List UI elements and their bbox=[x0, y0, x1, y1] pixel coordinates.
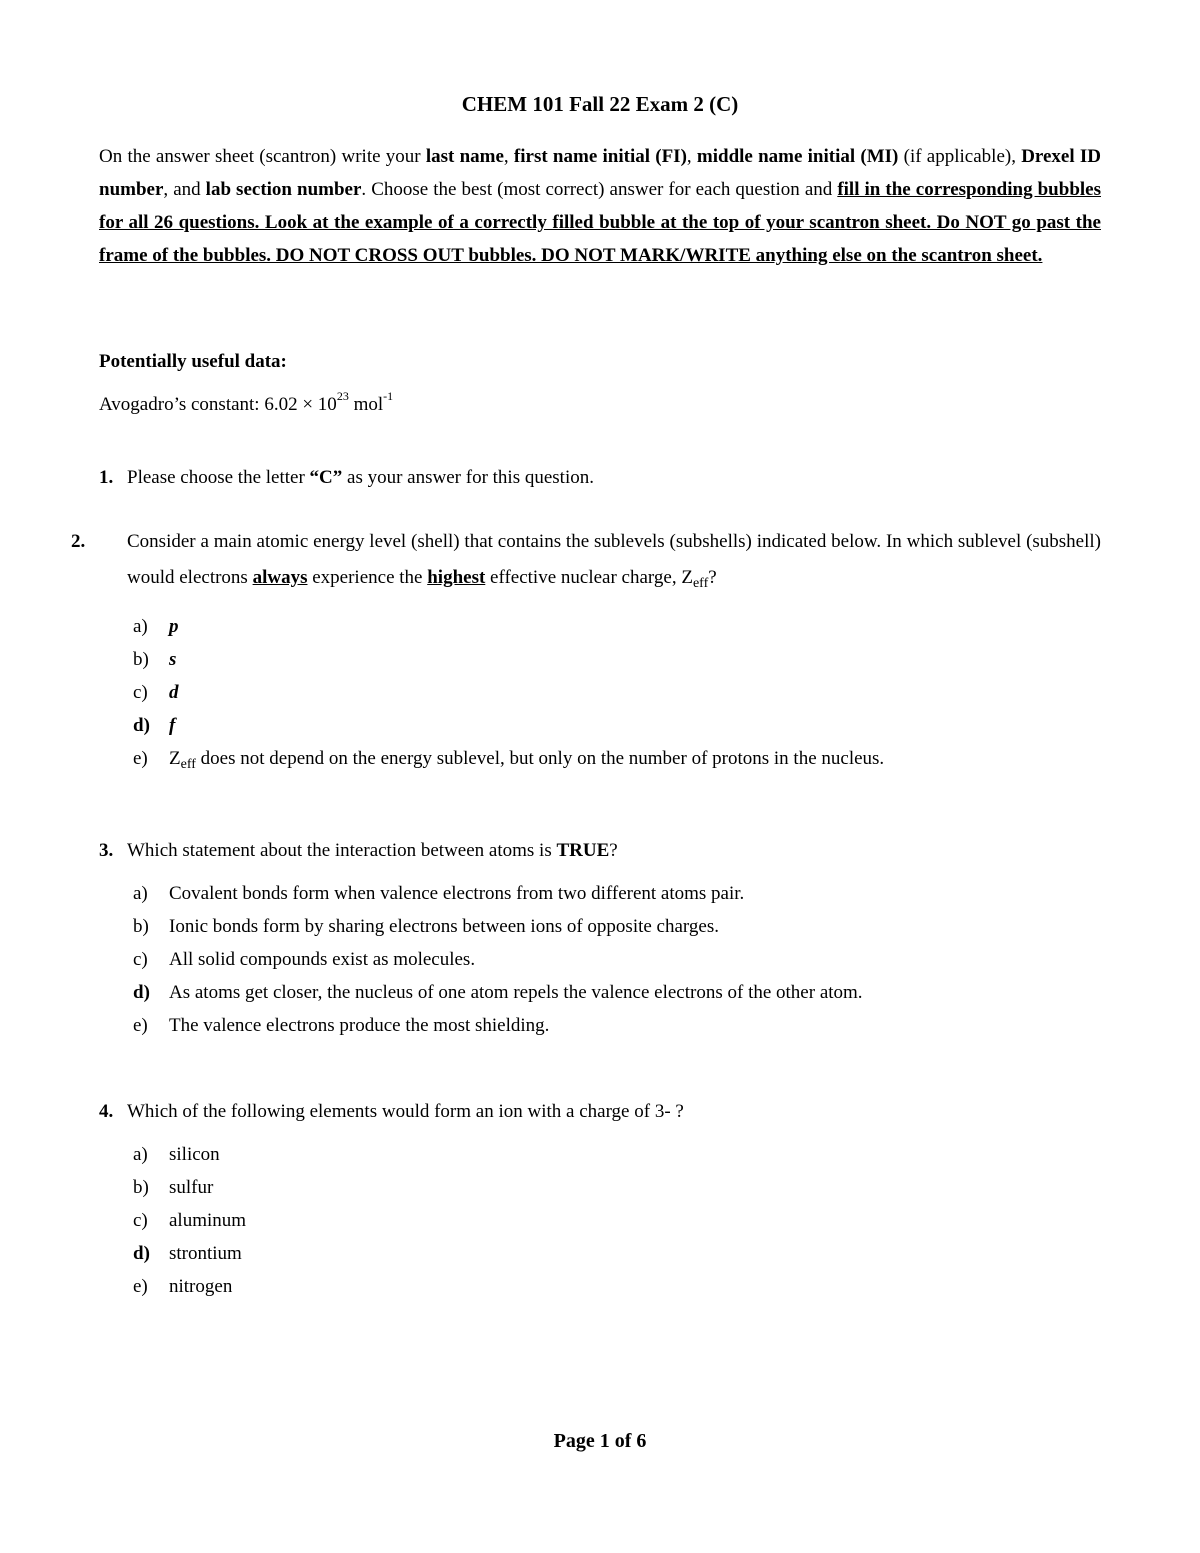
question-text: Which of the following elements would form an ion with a charge of 3- ? bbox=[127, 1101, 684, 1122]
instructions-bold-first-initial: first name initial (FI) bbox=[513, 146, 687, 167]
question-emphasis-highest: highest bbox=[427, 567, 486, 588]
option-text: s bbox=[169, 649, 177, 670]
instructions-underlined-warning: fill in the corresponding bubbles for all 26 questions. Look at the example of a correctly filled bubble at the top of your scantron sheet. Do NOT go past the frame of the bubbles. DO NOT CROSS OUT bubbles. DO NOT MARK/WRITE anything else on the scantron sheet. bbox=[99, 179, 1101, 266]
question-text: ? bbox=[609, 840, 618, 861]
question-bold-true: TRUE bbox=[556, 840, 610, 861]
question-number: 4. bbox=[99, 1101, 114, 1122]
instructions-bold-drexel-id: Drexel ID number bbox=[99, 146, 1101, 200]
useful-data-heading: Potentially useful data: bbox=[99, 351, 287, 372]
avogadro-constant bbox=[99, 379, 393, 422]
option-text: Covalent bonds form when valence electrons from two different atoms pair. bbox=[169, 883, 745, 904]
answer-option bbox=[133, 877, 1101, 910]
option-text: sulfur bbox=[169, 1177, 214, 1198]
question-3 bbox=[99, 833, 1101, 1042]
option-letter: a) bbox=[133, 1144, 148, 1165]
option-text: The valence electrons produce the most shielding. bbox=[169, 1015, 550, 1036]
option-text: d bbox=[169, 682, 179, 703]
option-text: p bbox=[169, 616, 179, 637]
answer-options bbox=[99, 1138, 1101, 1303]
answer-option bbox=[133, 976, 1101, 1009]
option-text: All solid compounds exist as molecules. bbox=[169, 949, 476, 970]
useful-data-section bbox=[99, 345, 393, 422]
question-stem bbox=[99, 833, 1101, 869]
instructions-bold-middle-initial: middle name initial (MI) bbox=[696, 146, 899, 167]
answer-option bbox=[133, 676, 1101, 709]
option-letter: a) bbox=[133, 883, 148, 904]
option-text: As atoms get closer, the nucleus of one atom repels the valence electrons of the other atom. bbox=[169, 982, 863, 1003]
option-text: does not depend on the energy sublevel, but only on the number of protons in the nucleus. bbox=[195, 748, 885, 769]
question-bold-letter: “C” bbox=[309, 467, 343, 488]
answer-option bbox=[133, 1204, 1101, 1237]
answer-options bbox=[99, 877, 1101, 1042]
question-1 bbox=[99, 460, 1101, 496]
answer-option bbox=[133, 1237, 1101, 1270]
avogadro-exponent: 23 bbox=[336, 389, 349, 403]
instructions-bold-last-name: last name bbox=[425, 146, 504, 167]
subscript-eff: eff bbox=[692, 576, 709, 591]
instructions-bold-lab-section: lab section number bbox=[205, 179, 362, 200]
question-4 bbox=[99, 1094, 1101, 1303]
option-letter: a) bbox=[133, 616, 148, 637]
question-text: Consider a main atomic energy level (shell) that contains the sublevels (subshells) indicated below. In which sublevel (subshell) would electrons bbox=[127, 531, 1101, 588]
question-emphasis-always: always bbox=[252, 567, 308, 588]
question-text: ? bbox=[708, 567, 717, 588]
question-2 bbox=[71, 524, 1101, 781]
option-z-symbol: Z bbox=[169, 748, 181, 769]
option-letter: d) bbox=[133, 1243, 150, 1264]
answer-option bbox=[133, 1138, 1101, 1171]
question-text: effective nuclear charge, Z bbox=[485, 567, 693, 588]
instructions-text: On the answer sheet (scantron) write your bbox=[99, 146, 426, 167]
instructions-paragraph bbox=[99, 140, 1101, 272]
answer-option bbox=[133, 742, 1101, 781]
option-text: strontium bbox=[169, 1243, 242, 1264]
subscript-eff: eff bbox=[180, 757, 196, 772]
option-letter: c) bbox=[133, 682, 148, 703]
instructions-text: , bbox=[686, 146, 697, 167]
option-letter: d) bbox=[133, 982, 150, 1003]
option-text: nitrogen bbox=[169, 1276, 233, 1297]
option-letter: d) bbox=[133, 715, 150, 736]
avogadro-label: Avogadro’s constant: 6.02 × 10 bbox=[99, 394, 337, 415]
answer-option bbox=[133, 943, 1101, 976]
instructions-text: (if applicable), bbox=[898, 146, 1022, 167]
question-text: experience the bbox=[307, 567, 428, 588]
avogadro-unit-exponent: -1 bbox=[383, 389, 394, 403]
answer-options bbox=[99, 610, 1101, 781]
option-letter: b) bbox=[133, 1177, 149, 1198]
page-title: CHEM 101 Fall 22 Exam 2 (C) bbox=[461, 92, 739, 116]
answer-option bbox=[133, 1009, 1101, 1042]
option-letter: b) bbox=[133, 649, 149, 670]
option-text: silicon bbox=[169, 1144, 220, 1165]
question-number: 1. bbox=[99, 467, 114, 488]
instructions-text: , and bbox=[163, 179, 206, 200]
question-number: 3. bbox=[99, 840, 114, 861]
option-text: f bbox=[169, 715, 176, 736]
option-letter: e) bbox=[133, 1015, 148, 1036]
page-number: Page 1 of 6 bbox=[553, 1430, 647, 1452]
instructions-text: . Choose the best (most correct) answer for each question and bbox=[361, 179, 838, 200]
option-letter: e) bbox=[133, 1276, 148, 1297]
question-text: Please choose the letter bbox=[127, 467, 310, 488]
answer-option bbox=[133, 910, 1101, 943]
option-letter: c) bbox=[133, 949, 148, 970]
option-text: aluminum bbox=[169, 1210, 247, 1231]
instructions-text: , bbox=[503, 146, 514, 167]
answer-option bbox=[133, 643, 1101, 676]
avogadro-unit: mol bbox=[348, 394, 384, 415]
question-text: Which statement about the interaction between atoms is bbox=[127, 840, 557, 861]
answer-option bbox=[133, 1171, 1101, 1204]
question-number: 2. bbox=[71, 531, 86, 552]
question-stem bbox=[99, 1094, 1101, 1130]
answer-option bbox=[133, 610, 1101, 643]
answer-option bbox=[133, 1270, 1101, 1303]
question-text: as your answer for this question. bbox=[342, 467, 594, 488]
option-letter: b) bbox=[133, 916, 149, 937]
option-letter: e) bbox=[133, 748, 148, 769]
option-text: Ionic bonds form by sharing electrons between ions of opposite charges. bbox=[169, 916, 719, 937]
answer-option bbox=[133, 709, 1101, 742]
option-letter: c) bbox=[133, 1210, 148, 1231]
question-stem bbox=[71, 524, 1101, 602]
